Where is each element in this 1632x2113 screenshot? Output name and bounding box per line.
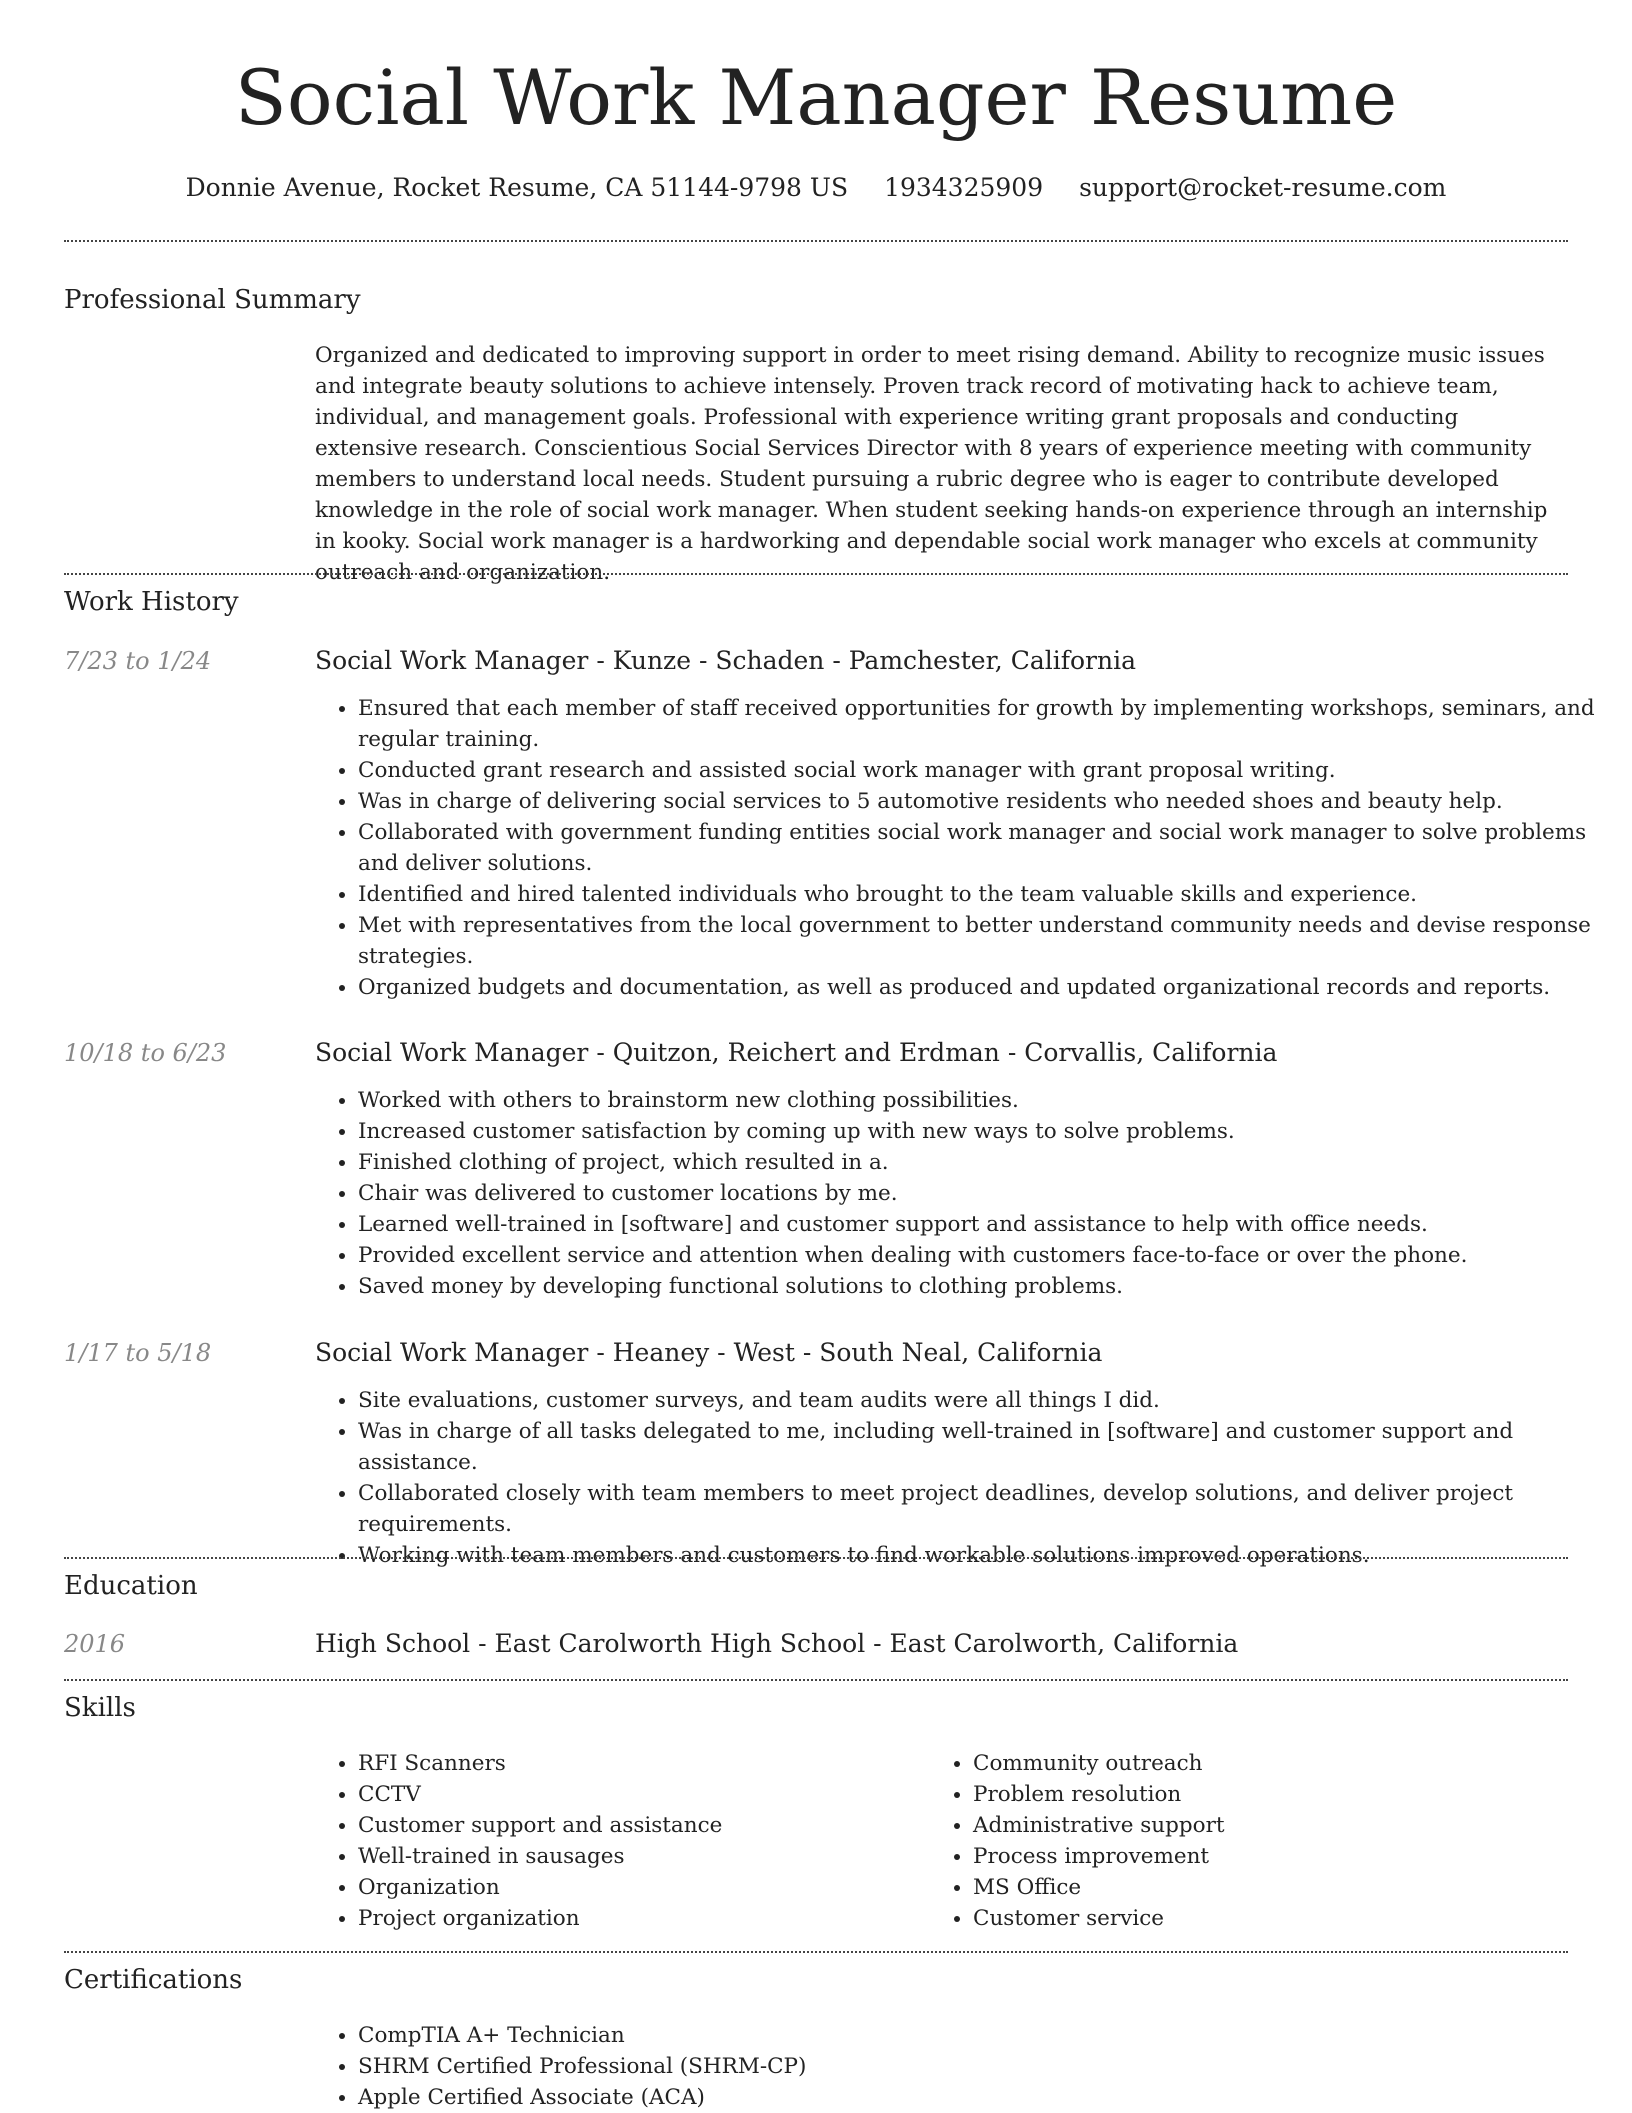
list-item: • Conducted grant research and assisted social work manager with grant proposal writing. (358, 755, 1608, 786)
list-item: • Project organization (358, 1903, 958, 1934)
job-title: Social Work Manager - Quitzon, Reichert and Erdman - Corvallis, California (315, 1038, 1278, 1067)
list-item: • Chair was delivered to customer locations by me. (358, 1178, 1608, 1209)
section-divider (64, 1557, 1568, 1559)
list-item: • Administrative support (973, 1810, 1573, 1841)
section-divider (64, 573, 1568, 575)
list-item: • Saved money by developing functional solutions to clothing problems. (358, 1271, 1608, 1302)
list-item: • Met with representatives from the local government to better understand community needs and devise response strategies. (358, 910, 1608, 972)
education-entry: High School - East Carolworth High School - East Carolworth, California (315, 1629, 1239, 1658)
certifications-heading: Certifications (64, 1965, 243, 1995)
summary-text: Organized and dedicated to improving support in order to meet rising demand. Ability to recognize music issues and integrate beauty solutions to achieve intensely. Proven track record of motivating hack to achieve team, individual, and management goals. Professional with experience writing grant proposals and conducting extensive research. Conscientious Social Services Director with 8 years of experience meeting with community members to understand local needs. Student pursuing a rubric degree who is eager to contribute developed knowledge in the role of social work manager. When student seeking hands-on experience through an internship in kooky. Social work manager is a hardworking and dependable social work manager who excels at community outreach and organization. (315, 343, 1548, 585)
list-item: • CCTV (358, 1779, 958, 1810)
skills-heading: Skills (64, 1693, 136, 1723)
list-item: • Collaborated closely with team members to meet project deadlines, develop solutions, and deliver project requirements. (358, 1478, 1608, 1540)
list-item: • Apple Certified Associate (ACA) (358, 2082, 1608, 2113)
contact-phone: 1934325909 (884, 173, 1044, 202)
list-item: • Identified and hired talented individuals who brought to the team valuable skills and experience. (358, 879, 1608, 910)
list-item: • Finished clothing of project, which resulted in a. (358, 1147, 1608, 1178)
contact-email[interactable]: support@rocket-resume.com (1079, 173, 1447, 202)
skills-list-right (930, 1748, 1573, 1934)
list-item: • Increased customer satisfaction by coming up with new ways to solve problems. (358, 1116, 1608, 1147)
job-bullets (315, 693, 1608, 1003)
list-item: • Process improvement (973, 1841, 1573, 1872)
list-item: • RFI Scanners (358, 1748, 958, 1779)
list-item: • Was in charge of all tasks delegated to me, including well-trained in [software] and customer support and assistance. (358, 1416, 1608, 1478)
summary-heading: Professional Summary (64, 285, 361, 315)
job-dates: 10/18 to 6/23 (64, 1039, 227, 1067)
contact-address: Donnie Avenue, Rocket Resume, CA 51144-9798 US (185, 173, 849, 202)
list-item: • Learned well-trained in [software] and customer support and assistance to help with office needs. (358, 1209, 1608, 1240)
list-item: • Customer support and assistance (358, 1810, 958, 1841)
job-bullets (315, 1385, 1608, 1571)
list-item: • Organized budgets and documentation, as well as produced and updated organizational records and reports. (358, 972, 1608, 1003)
job-bullets (315, 1085, 1608, 1302)
list-item: • Customer service (973, 1903, 1573, 1934)
job-dates: 1/17 to 5/18 (64, 1339, 212, 1367)
list-item: • Collaborated with government funding entities social work manager and social work manager to solve problems and deliver solutions. (358, 817, 1608, 879)
job-title: Social Work Manager - Heaney - West - South Neal, California (315, 1338, 1103, 1367)
list-item: • CompTIA A+ Technician (358, 2020, 1608, 2051)
list-item: • Site evaluations, customer surveys, and team audits were all things I did. (358, 1385, 1608, 1416)
resume-title: Social Work Manager Resume (234, 53, 1398, 142)
certifications-list (315, 2020, 1608, 2113)
list-item: • Working with team members and customers to find workable solutions improved operations. (358, 1540, 1608, 1571)
list-item: • SHRM Certified Professional (SHRM-CP) (358, 2051, 1608, 2082)
job-dates: 7/23 to 1/24 (64, 647, 212, 675)
section-divider (64, 1951, 1568, 1953)
list-item: • Organization (358, 1872, 958, 1903)
education-year: 2016 (64, 1630, 126, 1658)
work-history-heading: Work History (64, 587, 239, 617)
job-title: Social Work Manager - Kunze - Schaden - Pamchester, California (315, 646, 1136, 675)
education-heading: Education (64, 1571, 198, 1601)
list-item: • MS Office (973, 1872, 1573, 1903)
skills-list-left (315, 1748, 958, 1934)
list-item: • Was in charge of delivering social services to 5 automotive residents who needed shoes and beauty help. (358, 786, 1608, 817)
list-item: • Ensured that each member of staff received opportunities for growth by implementing workshops, seminars, and regular training. (358, 693, 1608, 755)
section-divider (64, 240, 1568, 242)
list-item: • Well-trained in sausages (358, 1841, 958, 1872)
section-divider (64, 1679, 1568, 1681)
list-item: • Problem resolution (973, 1779, 1573, 1810)
list-item: • Worked with others to brainstorm new clothing possibilities. (358, 1085, 1608, 1116)
list-item: • Provided excellent service and attention when dealing with customers face-to-face or over the phone. (358, 1240, 1608, 1271)
list-item: • Community outreach (973, 1748, 1573, 1779)
contact-line (0, 170, 1632, 206)
